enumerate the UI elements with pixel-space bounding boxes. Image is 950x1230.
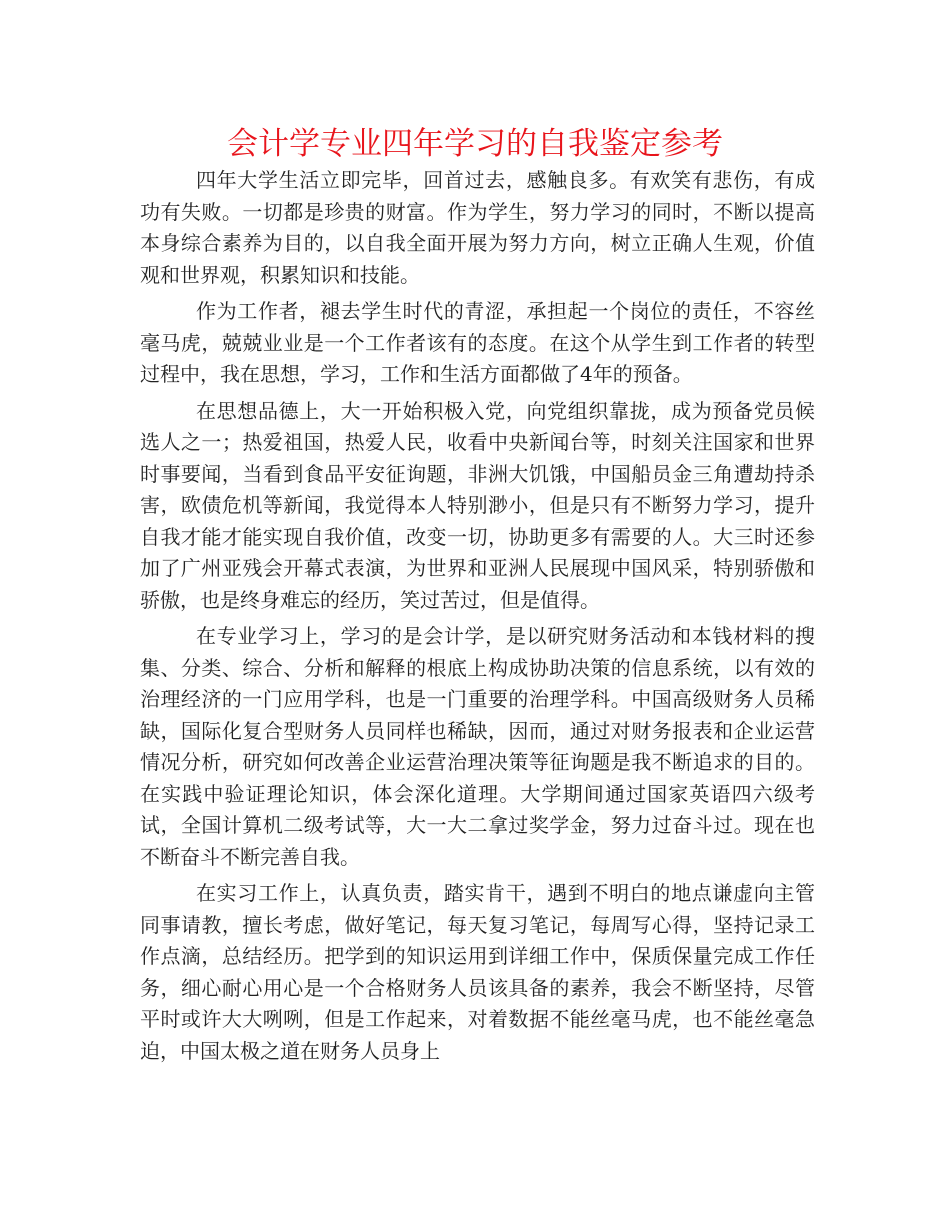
document-body [140, 165, 815, 1072]
paragraph-3: 在思想品德上，大一开始积极入党，向党组织靠拢，成为预备党员候选人之一；热爱祖国，热爱人民，收看中央新闻台等，时刻关注国家和世界时事要闻，当看到食品平安征询题，非洲大饥饿，中国船员金三角遭劫持杀害，欧债危机等新闻，我觉得本人特别渺小，但是只有不断努力学习，提升自我才能才能实现自我价值，改变一切，协助更多有需要的人。大三时还参加了广州亚残会开幕式表演，为世界和亚洲人民展现中国风采，特别骄傲和骄傲，也是终身难忘的经历，笑过苦过，但是值得。 [140, 398, 815, 612]
document-title: 会计学专业四年学习的自我鉴定参考 [227, 126, 723, 162]
paragraph-2: 作为工作者，褪去学生时代的青涩，承担起一个岗位的责任，不容丝毫马虎，兢兢业业是一个工作者该有的态度。在这个从学生到工作者的转型过程中，我在思想，学习，工作和生活方面都做了4年的预备。 [140, 299, 815, 386]
paragraph-5: 在实习工作上，认真负责，踏实肯干，遇到不明白的地点谦虚向主管同事请教，擅长考虑，做好笔记，每天复习笔记，每周写心得，坚持记录工作点滴，总结经历。把学到的知识运用到详细工作中，保质保量完成工作任务，细心耐心用心是一个合格财务人员该具备的素养，我会不断坚持，尽管平时或许大大咧咧，但是工作起来，对着数据不能丝毫马虎，也不能丝毫急迫，中国太极之道在财务人员身上 [140, 881, 815, 1063]
paragraph-4: 在专业学习上，学习的是会计学，是以研究财务活动和本钱材料的搜集、分类、综合、分析和解释的根底上构成协助决策的信息系统，以有效的治理经济的一门应用学科，也是一门重要的治理学科。中国高级财务人员稀缺，国际化复合型财务人员同样也稀缺，因而，通过对财务报表和企业运营情况分析，研究如何改善企业运营治理决策等征询题是我不断追求的目的。在实践中验证理论知识，体会深化道理。大学期间通过国家英语四六级考试，全国计算机二级考试等，大一大二拿过奖学金，努力过奋斗过。现在也不断奋斗不断完善自我。 [140, 624, 815, 869]
paragraph-1: 四年大学生活立即完毕，回首过去，感触良多。有欢笑有悲伤，有成功有失败。一切都是珍贵的财富。作为学生，努力学习的同时，不断以提高本身综合素养为目的，以自我全面开展为努力方向，树立正确人生观，价值观和世界观，积累知识和技能。 [140, 168, 815, 287]
